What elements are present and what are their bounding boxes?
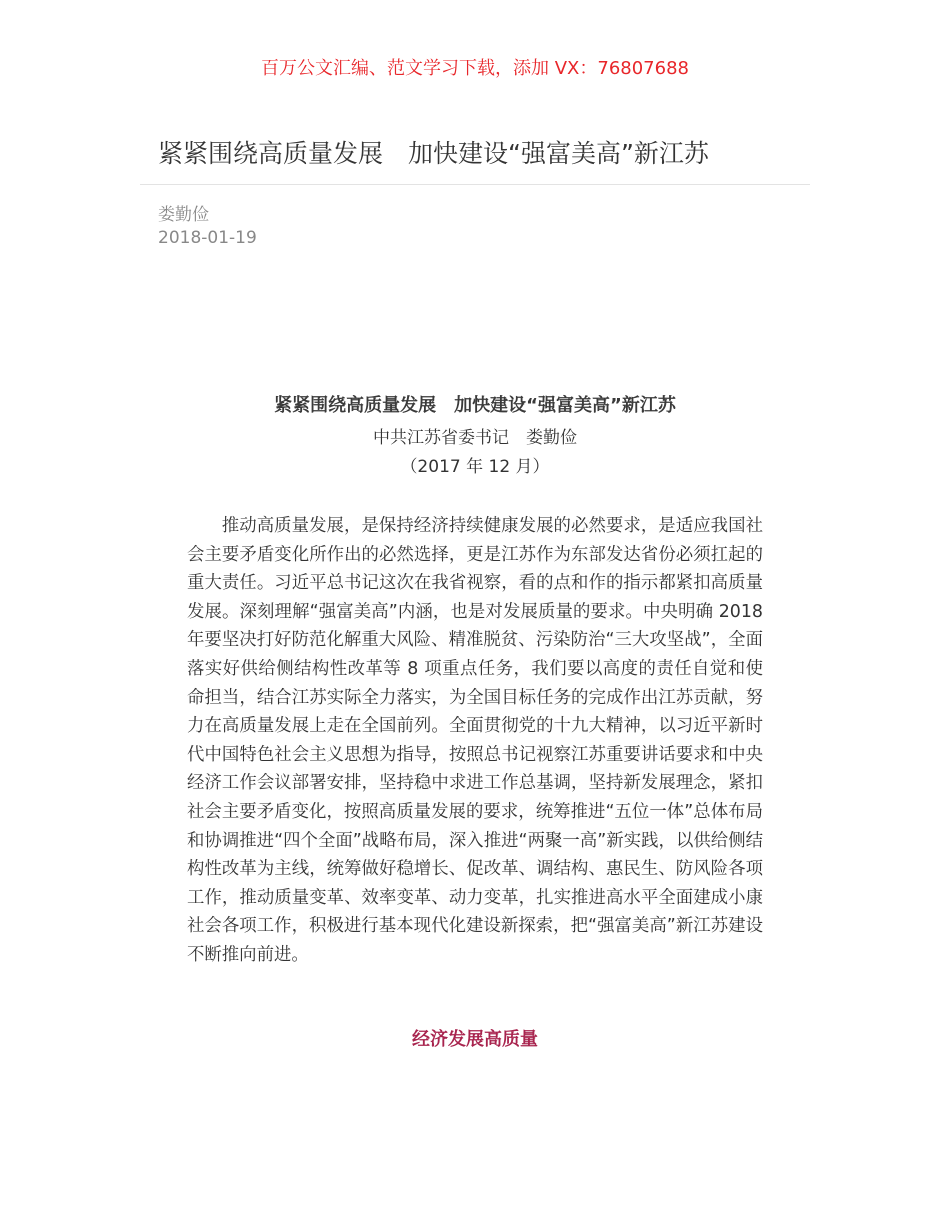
promo-banner: 百万公文汇编、范文学习下载，添加 VX：76807688 (261, 58, 689, 79)
page-title: 紧紧围绕高质量发展 加快建设“强富美高”新江苏 (158, 139, 709, 168)
article-paragraph: 推动高质量发展，是保持经济持续健康发展的必然要求，是适应我国社会主要矛盾变化所作出的必然选择，更是江苏作为东部发达省份必须扛起的重大责任。习近平总书记这次在我省视察，看的点和作的指示都紧扣高质量发展。深刻理解“强富美高”内涵，也是对发展质量的要求。中央明确 2018 年要坚决打好防范化解重大风险、精准脱贫、污染防治“三大攻坚战”，全面落实好供给侧结构性改革等 8 项重点任务，我们要以高度的责任自觉和使命担当，结合江苏实际全力落实，为全国目标任务的完成作出江苏贡献，努力在高质量发展上走在全国前列。全面贯彻党的十九大精神，以习近平新时代中国特色社会主义思想为指导，按照总书记视察江苏重要讲话要求和中央经济工作会议部署安排，坚持稳中求进工作总基调，坚持新发展理念，紧扣社会主要矛盾变化，按照高质量发展的要求，统筹推进“五位一体”总体布局和协调推进“四个全面”战略布局，深入推进“两聚一高”新实践，以供给侧结构性改革为主线，统筹做好稳增长、促改革、调结构、惠民生、防风险各项工作，推动质量变革、效率变革、动力变革，扎实推进高水平全面建成小康社会各项工作，积极进行基本现代化建设新探索，把“强富美高”新江苏建设不断推向前进。 (187, 516, 763, 965)
author-name: 娄勤俭 (158, 205, 209, 225)
publish-date: 2018-01-19 (158, 228, 257, 248)
article-time: （2017 年 12 月） (400, 457, 550, 477)
header-divider (140, 184, 810, 185)
article-heading: 紧紧围绕高质量发展 加快建设“强富美高”新江苏 (274, 395, 676, 416)
article-byline: 中共江苏省委书记 娄勤俭 (373, 428, 577, 448)
section-heading: 经济发展高质量 (412, 1029, 538, 1050)
